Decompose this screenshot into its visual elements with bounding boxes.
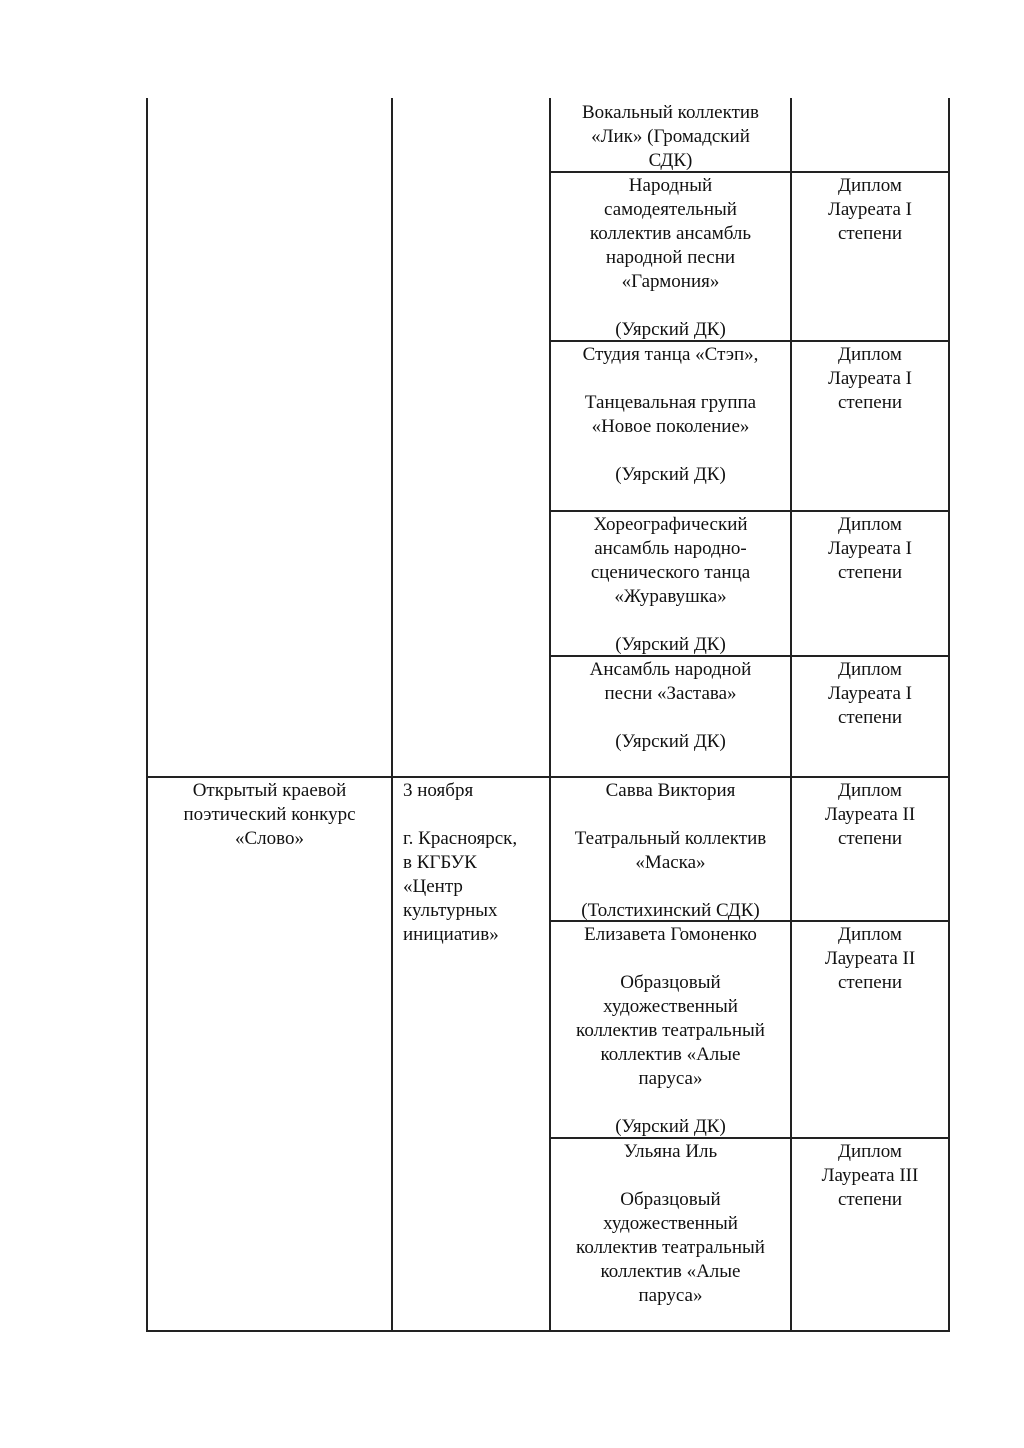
- participant-text: Савва Виктория Театральный коллектив «Маска» (Толстихинский СДК): [574, 780, 767, 921]
- participant-cell: [551, 340, 790, 487]
- participant-text: Народный самодеятельный коллектив ансамбль народной песни «Гармония» (Уярский ДК): [589, 175, 752, 340]
- award-text: Диплом Лауреата II степени: [824, 780, 916, 849]
- participant-cell: [551, 510, 790, 657]
- award-text: Диплом Лауреата I степени: [827, 659, 912, 728]
- table-border-col2: [391, 98, 393, 1332]
- table-border-left: [146, 98, 148, 1332]
- participant-text: Ансамбль народной песни «Застава» (Уярский ДК): [589, 659, 752, 752]
- participant-cell: [551, 1137, 790, 1308]
- award-cell: [792, 1137, 948, 1212]
- participant-text: Хореографический ансамбль народно- сценического танца «Журавушка» (Уярский ДК): [590, 514, 751, 655]
- table-border-bottom: [146, 1330, 950, 1332]
- award-cell: [792, 776, 948, 851]
- award-text: Диплом Лауреата I степени: [827, 514, 912, 583]
- award-cell: [792, 171, 948, 246]
- award-cell: [792, 920, 948, 995]
- award-text: Диплом Лауреата III степени: [821, 1141, 919, 1210]
- participant-cell: [551, 655, 790, 754]
- event-date-place: 3 ноября г. Красноярск, в КГБУК «Центр культурных инициатив»: [403, 780, 518, 945]
- award-text: Диплом Лауреата II степени: [824, 924, 916, 993]
- participant-cell: [551, 171, 790, 342]
- participant-text: Елизавета Гомоненко Образцовый художественный коллектив театральный коллектив «Алые паруса» (Уярский ДК): [576, 924, 765, 1137]
- table-border-right: [948, 98, 950, 1332]
- event-name-cell: [148, 776, 391, 851]
- participant-text: Студия танца «Стэп», Танцевальная группа «Новое поколение» (Уярский ДК): [582, 344, 759, 485]
- award-cell: [792, 655, 948, 730]
- participant-cell: [551, 920, 790, 1139]
- award-cell: [792, 340, 948, 415]
- participant-cell: [551, 98, 790, 173]
- award-text: Диплом Лауреата I степени: [827, 344, 912, 413]
- award-cell: [792, 510, 948, 585]
- award-text: Диплом Лауреата I степени: [827, 175, 912, 244]
- participant-cell: [551, 776, 790, 923]
- participant-text: Ульяна Иль Образцовый художественный коллектив театральный коллектив «Алые паруса»: [576, 1141, 765, 1306]
- participant-text: Вокальный коллектив «Лик» (Громадский СДК): [581, 102, 760, 171]
- event-name: Открытый краевой поэтический конкурс «Слово»: [183, 780, 356, 849]
- event-date-place-cell: [393, 776, 549, 947]
